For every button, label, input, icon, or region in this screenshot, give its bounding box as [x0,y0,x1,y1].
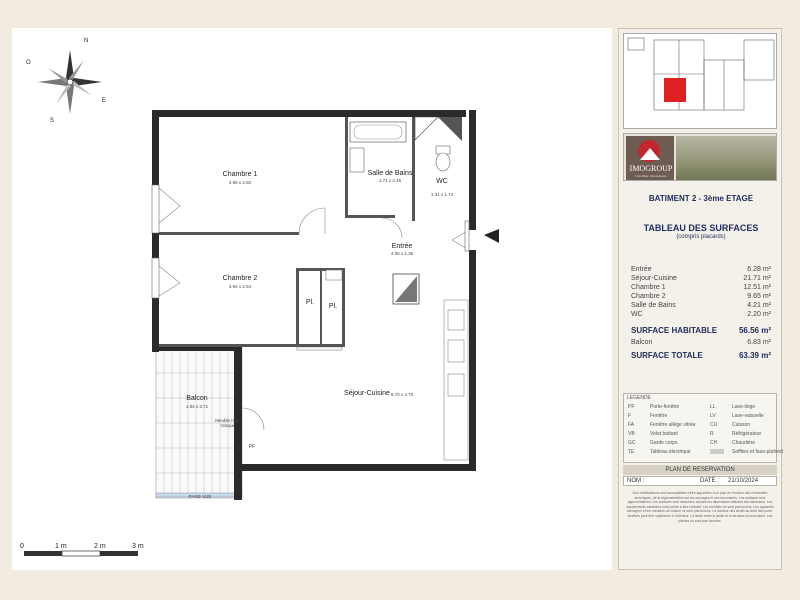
surface-totale-row: SURFACE TOTALE 63.39 m² [631,351,771,360]
date-value: 21/10/2024 [728,478,759,484]
meuble-label: Meuble Haut Vasque [215,418,241,428]
scale-2m: 2 m [94,543,106,550]
surface-row: Entrée 6.28 m² [631,266,771,273]
legend-box [623,393,784,463]
room-chambre1-name: Chambre 1 [222,171,258,178]
shaft-icon [438,117,462,141]
legend-title: LEGENDE [627,395,651,401]
surface-row: Chambre 2 9.65 m² [631,293,771,300]
scale-0: 0 [20,543,24,550]
compass-s-label: S [50,118,55,124]
sink-icon [350,148,364,172]
brand-banner [623,133,777,181]
legend-item: PF Porte-fenêtre [628,404,680,410]
legend-item: TE Tableau électrique [628,449,691,455]
key-plan-map [623,33,777,129]
room-chambre2-dims: 3.94 x 2.54 [228,284,252,289]
nom-label: NOM : [627,478,645,484]
date-label: DATE : [700,478,719,484]
room-entree-dims: 4.06 x 1.35 [390,251,414,256]
batiment-title: BATIMENT 2 - 3ème ETAGE [648,194,754,203]
legend-item: CH Chaudière [710,440,756,446]
scale-1m: 1 m [55,543,67,550]
surface-row: Chambre 1 12.51 m² [631,284,771,291]
room-pl2-name: Pl. [328,303,338,310]
compass-o-label: O [26,60,31,66]
legend-item: R Réfrigérateur [710,431,762,437]
room-chambre2-name: Chambre 2 [222,275,258,282]
name-date-row [623,476,777,486]
room-wc-name: WC [436,178,448,185]
room-sdb-dims: 1.71 x 2.45 [378,178,402,183]
legal-notes: Des modifications sont susceptibles d'être apportées à ce plan en fonction des nécessités techniques, de la réglementation sur les ouvrages et ses documents. Les surfaces sont approximatives. Les surfaces sont mesurées suivant les dimensions tolérées des fabricants. Les équipements sanitaires sont portés à titre indicatif. Les meubles ne sont pas fournis. Les appareils ménagers et les meubles de cuisine ne sont pas fournis. La hauteur des seuils au droit des porte-fenêtres peut être supérieure à l'intérieur. La limite entre le jardin et la terrasse pourra varier. Les plantes ne sont pas fournies. [626,491,774,523]
surface-row: Séjour-Cuisine 21.71 m² [631,275,771,282]
surfaces-table-title: TABLEAU DES SURFACES [643,223,759,233]
info-panel [618,28,782,570]
room-sejour-dims: 6.70 x 4.70 [390,392,414,397]
legend-item: F Fenêtre [628,413,668,419]
room-pl1-name: Pl. [305,299,315,306]
scale-bar [24,551,138,556]
room-sejour-name: Séjour-Cuisine [344,390,390,397]
legend-item: LL Lave-linge [710,404,756,410]
building-photo [676,136,776,180]
legend-item: VB Volet battant [628,431,678,437]
pare-vue-label: PARE-VUE [188,494,212,499]
compass-e-label: E [102,98,107,104]
plan-reservation-title: PLAN DE RESERVATION [623,465,777,475]
surface-row: Salle de Bains 4.21 m² [631,302,771,309]
interior-walls [159,117,415,347]
legend-item: CU Cuisson [710,422,751,428]
entrance-arrow-icon [484,229,499,243]
legend-item: FA Fenêtre allège vitrée [628,422,696,428]
compass-icon [38,50,102,114]
room-entree-name: Entrée [391,243,413,250]
room-balcon-name: Balcon [186,395,208,402]
surface-habitable-row: SURFACE HABITABLE 56.56 m² [631,326,771,335]
plan-sheet [12,28,612,570]
apartment-location-marker [664,78,686,102]
bathtub-icon [350,122,406,142]
room-balcon-dims: 1.84 x 3.71 [185,404,209,409]
surface-row: WC 2.20 m² [631,311,771,318]
toilet-icon [436,146,450,171]
room-sdb-name: Salle de Bains [367,170,413,177]
compass-n-label: N [84,38,89,44]
room-chambre1-dims: 4.56 x 2.82 [228,180,252,185]
imogroup-logo: IMOGROUP Immobilier d'Excellence [626,136,674,180]
room-wc-dims: 1.31 x 1.74 [430,192,454,197]
legend-item: LV Lave-vaisselle [710,413,764,419]
surface-balcon-row: Balcon 6.83 m² [631,339,771,346]
scale-3m: 3 m [132,543,144,550]
legend-item: Soffites et faux-plafond [710,449,724,456]
kitchen-counter [444,300,468,460]
surfaces-table-subtitle: (compris placards) [676,234,726,240]
legend-item: GC Garde corps [628,440,678,446]
pf-label: PF [248,444,256,450]
